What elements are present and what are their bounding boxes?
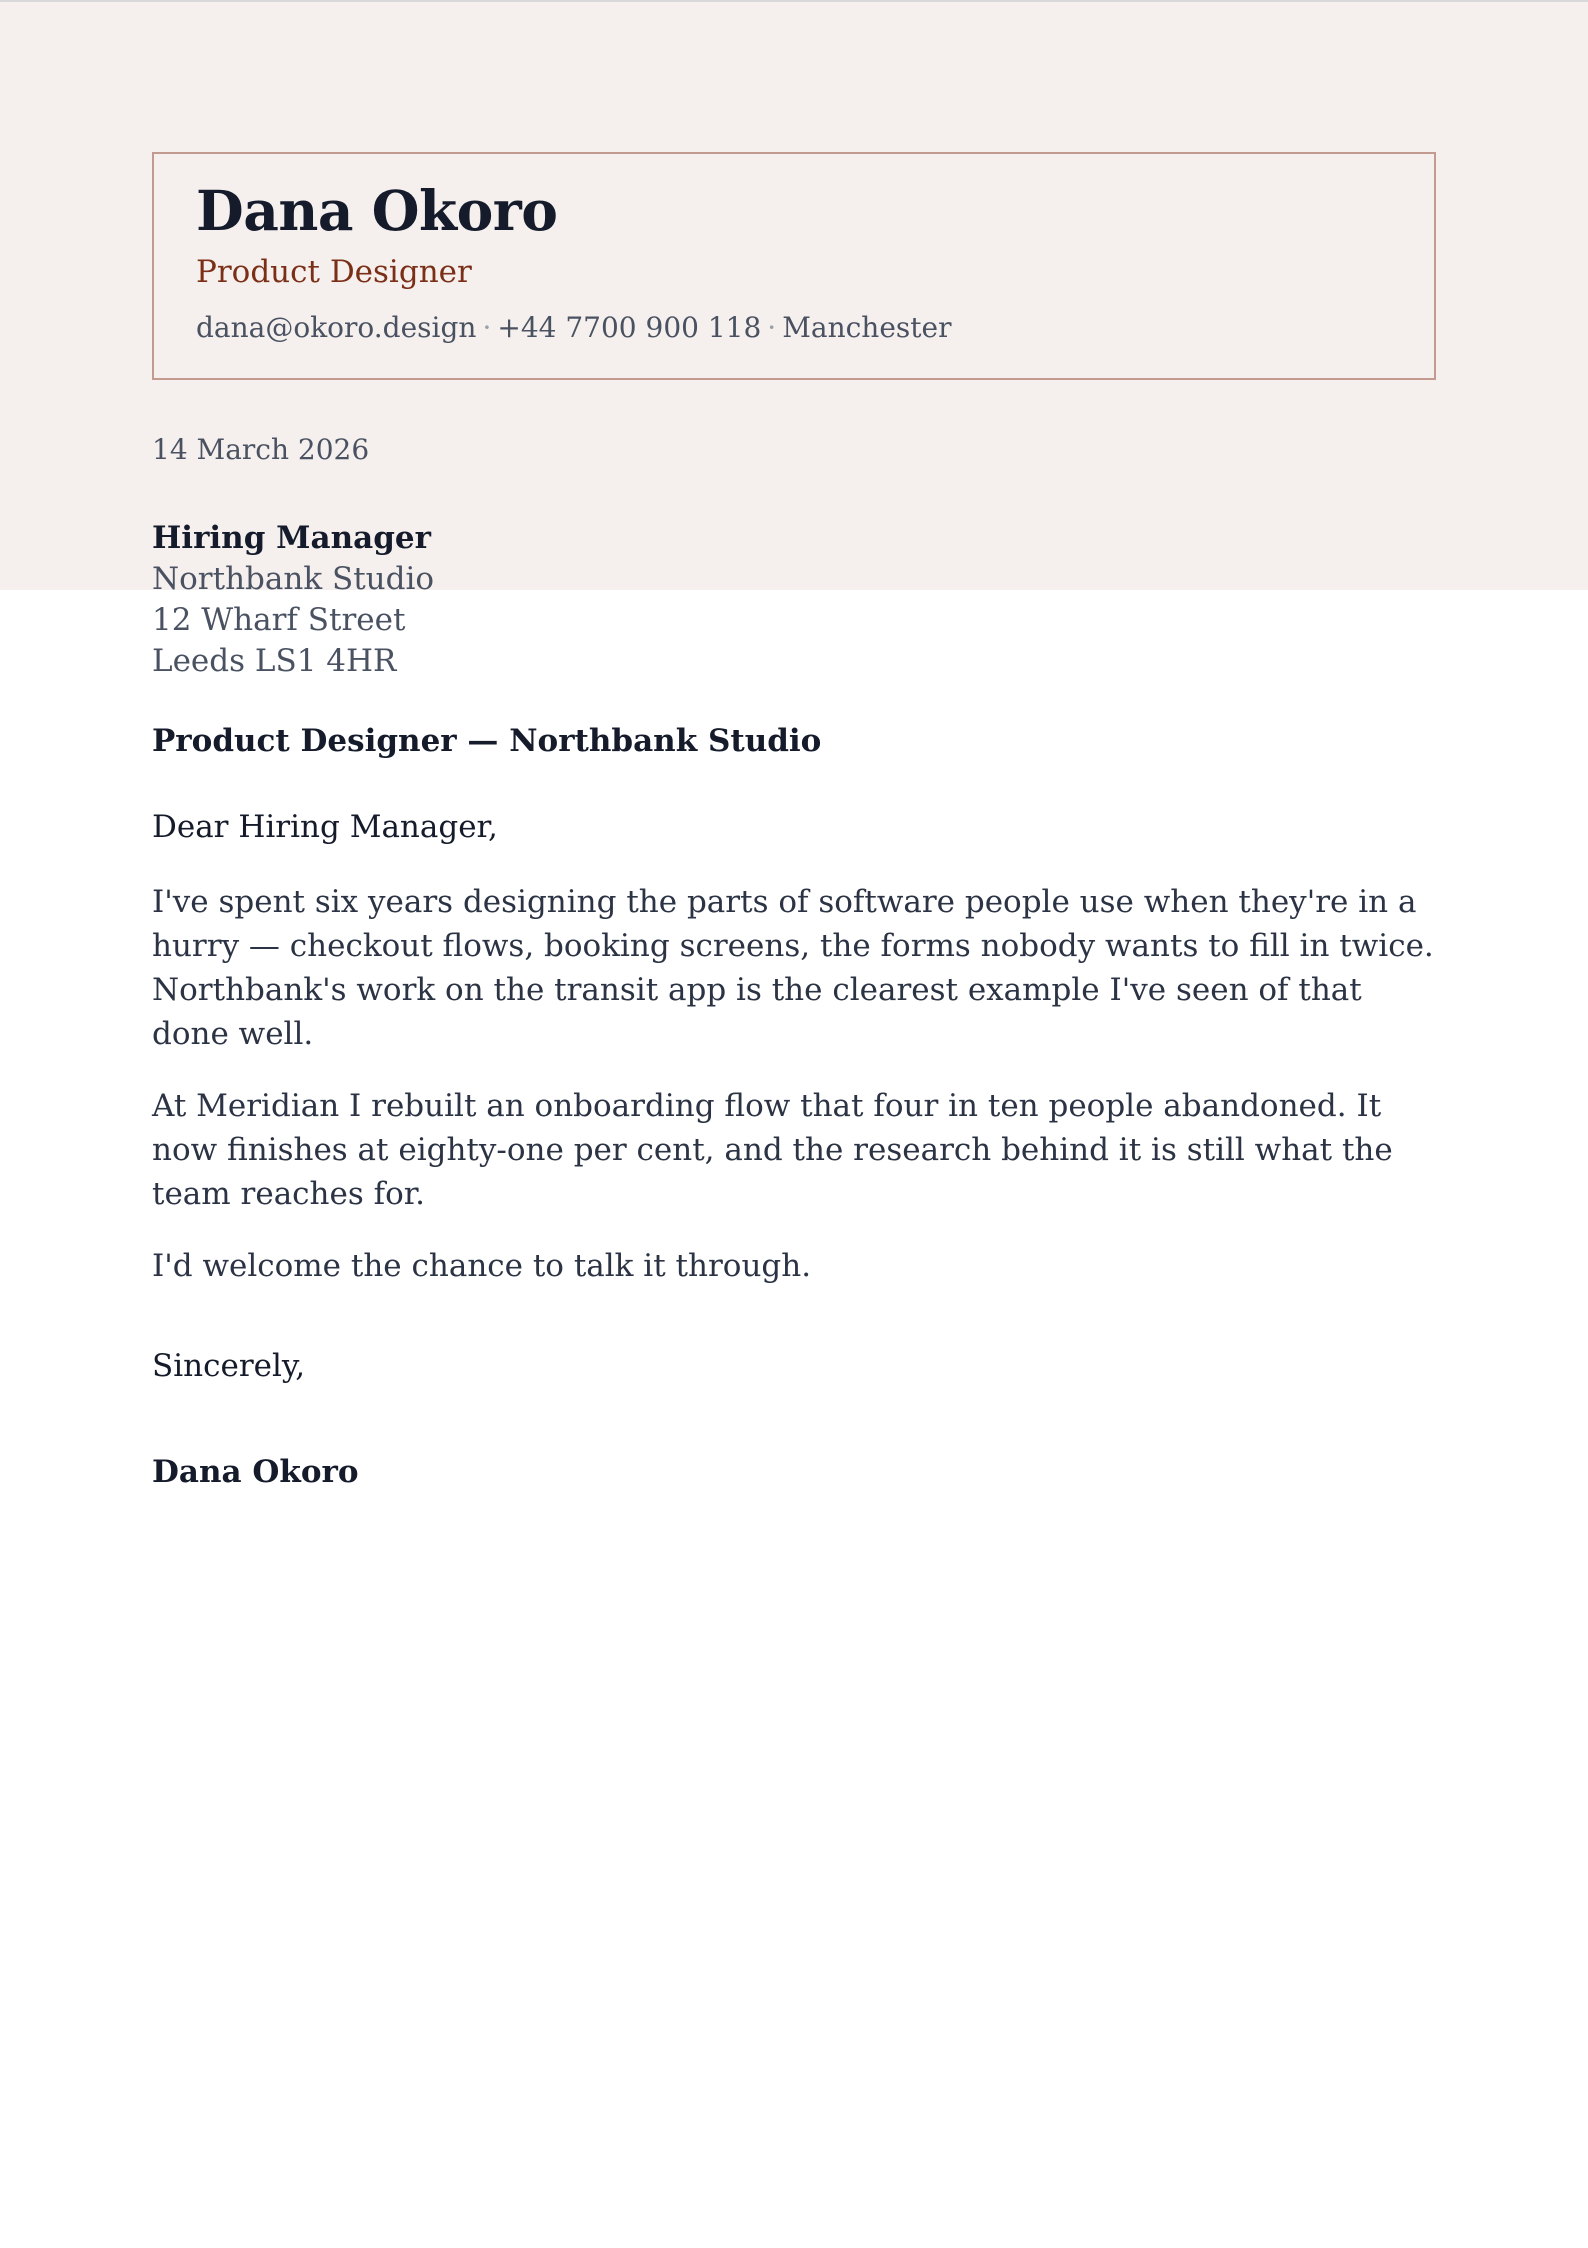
letterhead	[152, 152, 1436, 380]
recipient-city: Leeds LS1 4HR	[152, 643, 397, 679]
signature-name: Dana Okoro	[152, 1454, 359, 1490]
body-paragraph: At Meridian I rebuilt an onboarding flow that four in ten people abandoned. It now finishes at eighty-one per cent, and the research behind it is still what the team reaches for.	[152, 1088, 1393, 1212]
contact-location: Manchester	[782, 311, 952, 344]
contact-email: dana@okoro.design	[196, 311, 477, 344]
subject-line: Product Designer — Northbank Studio	[152, 723, 822, 759]
contact-phone: +44 7700 900 118	[497, 311, 762, 344]
contact-separator: ·	[482, 311, 492, 344]
letter-date: 14 March 2026	[152, 433, 370, 466]
recipient-name: Hiring Manager	[152, 520, 431, 556]
recipient-street: 12 Wharf Street	[152, 602, 406, 638]
cover-letter	[152, 152, 1436, 1494]
sender-role: Product Designer	[196, 254, 472, 290]
sender-name: Dana Okoro	[196, 178, 558, 243]
recipient-company: Northbank Studio	[152, 561, 435, 597]
salutation: Dear Hiring Manager,	[152, 809, 498, 845]
contact-line	[196, 308, 1392, 348]
body-paragraph: I've spent six years designing the parts of software people use when they're in a hurry — checkout flows, booking screens, the forms nobody wants to fill in twice. Northbank's work on the transit app is the clearest example I've seen of that done well.	[152, 884, 1434, 1052]
closing: Sincerely,	[152, 1348, 306, 1384]
contact-separator: ·	[767, 311, 777, 344]
recipient-address	[152, 518, 1436, 682]
body-paragraph: I'd welcome the chance to talk it through.	[152, 1248, 812, 1284]
